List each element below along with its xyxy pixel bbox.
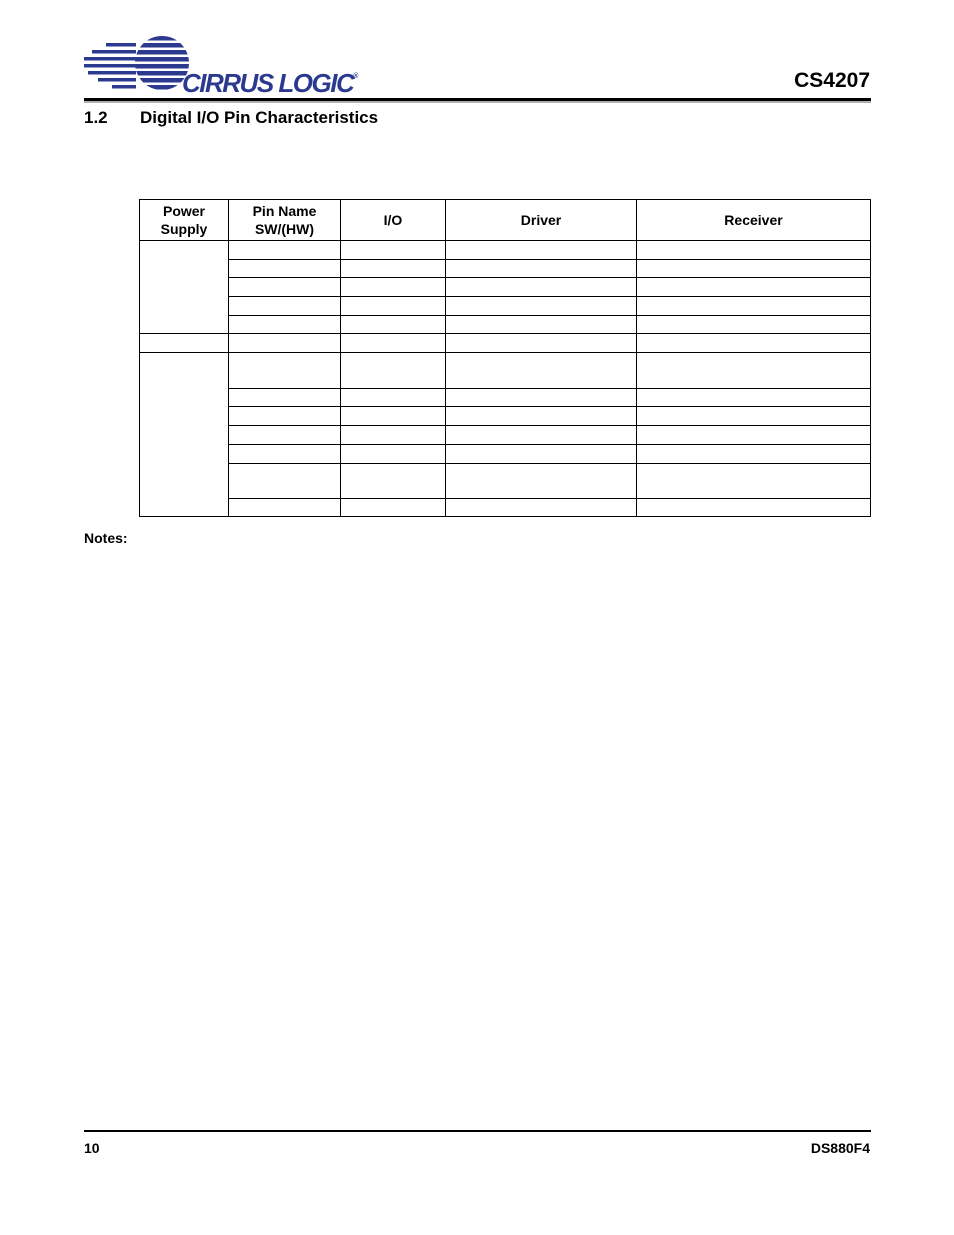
- footer-rule: [84, 1130, 871, 1132]
- header-io: I/O: [341, 200, 446, 241]
- document-part-number: CS4207: [794, 69, 870, 92]
- registered-mark: ®: [353, 73, 359, 80]
- header-driver: Driver: [446, 200, 637, 241]
- cirrus-logic-logo: [84, 34, 359, 98]
- table-row: [140, 426, 871, 445]
- header-power-supply: Power Supply: [140, 200, 229, 241]
- table-cell: [341, 278, 446, 297]
- header-receiver: Receiver: [637, 200, 871, 241]
- section-title: Digital I/O Pin Characteristics: [140, 108, 379, 127]
- table-row: [140, 297, 871, 316]
- table-cell: [341, 389, 446, 407]
- table-cell: [637, 297, 871, 316]
- table-cell: [229, 464, 341, 499]
- table-cell: [341, 297, 446, 316]
- table-cell: [229, 499, 341, 517]
- table-cell: [446, 389, 637, 407]
- table-cell: [446, 445, 637, 464]
- power-supply-cell: [140, 353, 229, 517]
- table-cell: [341, 407, 446, 426]
- table-cell: [229, 260, 341, 278]
- table-cell: [229, 389, 341, 407]
- table-cell: [446, 353, 637, 389]
- table-cell: [637, 407, 871, 426]
- table-cell: [446, 278, 637, 297]
- digital-io-pin-table: [139, 199, 871, 517]
- table-cell: [446, 297, 637, 316]
- table-cell: [229, 407, 341, 426]
- header-pin-name: Pin Name SW/(HW): [229, 200, 341, 241]
- table-cell: [341, 260, 446, 278]
- table-row: [140, 316, 871, 334]
- table-cell: [637, 260, 871, 278]
- table-cell: [229, 353, 341, 389]
- notes-label: Notes:: [84, 530, 128, 546]
- table-cell: [341, 353, 446, 389]
- table-cell: [446, 241, 637, 260]
- table-cell: [637, 278, 871, 297]
- table-cell: [341, 445, 446, 464]
- table-row: [140, 353, 871, 389]
- table-header-row: [140, 200, 871, 241]
- table-cell: [446, 316, 637, 334]
- table-cell: [229, 241, 341, 260]
- document-code: DS880F4: [810, 1140, 870, 1156]
- table-cell: [446, 260, 637, 278]
- header-rule: [84, 98, 871, 101]
- power-supply-cell: [140, 334, 229, 353]
- table-cell: [446, 426, 637, 445]
- table-row: [140, 464, 871, 499]
- table-cell: [341, 426, 446, 445]
- table-row: [140, 241, 871, 260]
- section-number: 1.2: [84, 108, 108, 127]
- table-cell: [229, 426, 341, 445]
- table-cell: [229, 445, 341, 464]
- table-cell: [446, 499, 637, 517]
- table-cell: [637, 353, 871, 389]
- table-cell: [637, 445, 871, 464]
- table-cell: [341, 464, 446, 499]
- table-cell: [637, 464, 871, 499]
- table-cell: [637, 334, 871, 353]
- table-cell: [446, 407, 637, 426]
- table-cell: [446, 334, 637, 353]
- table-cell: [637, 389, 871, 407]
- table-row: [140, 278, 871, 297]
- logo-wordmark-text: CIRRUS LOGIC: [182, 68, 354, 98]
- table-row: [140, 334, 871, 353]
- table-cell: [229, 334, 341, 353]
- table-row: [140, 407, 871, 426]
- table-row: [140, 445, 871, 464]
- table-cell: [341, 499, 446, 517]
- table-cell: [637, 316, 871, 334]
- table-row: [140, 499, 871, 517]
- table-cell: [341, 241, 446, 260]
- table-row: [140, 389, 871, 407]
- table-cell: [341, 316, 446, 334]
- page-number: 10: [84, 1140, 100, 1156]
- table-cell: [637, 426, 871, 445]
- logo-wordmark: [182, 64, 358, 96]
- power-supply-cell: [140, 241, 229, 334]
- table-cell: [637, 241, 871, 260]
- table-cell: [229, 297, 341, 316]
- table-cell: [341, 334, 446, 353]
- table-cell: [229, 316, 341, 334]
- table-row: [140, 260, 871, 278]
- table-cell: [637, 499, 871, 517]
- table-cell: [446, 464, 637, 499]
- table-cell: [229, 278, 341, 297]
